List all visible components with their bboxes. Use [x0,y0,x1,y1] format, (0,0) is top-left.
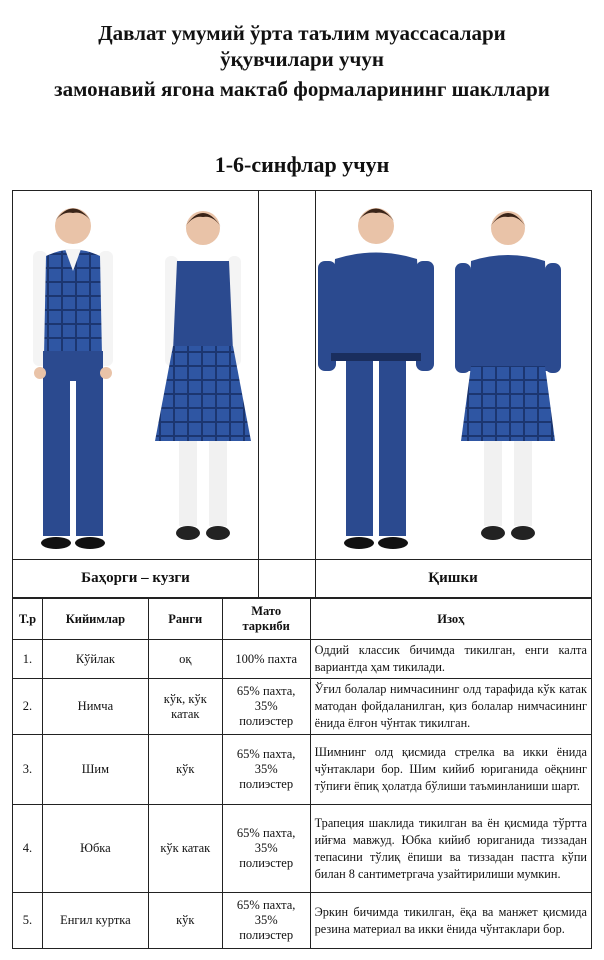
row-note: Шимнинг олд қисмида стрелка ва икки ёнида чўнтаклари бор. Шим кийиб юриганида оёқнинг тўпиғи ёпиқ ҳолатда бўлиши таъминланиши шарт. [310,735,591,805]
row-color: кўк, кўк катак [148,679,222,735]
row-fabric: 65% пахта, 35% полиэстер [222,679,310,735]
row-fabric: 100% пахта [222,640,310,679]
table-row [13,679,592,735]
row-note: Трапеция шаклида тикилган ва ён қисмида тўртта ийғма мавжуд. Юбка кийиб юриганида тиззадан тепасини тўлиқ ёпиши ва тиззадан пастга кўпи билан 8 сантиметргача узайтирилиши мумкин. [310,805,591,893]
row-color: оқ [148,640,222,679]
row-color: кўк [148,735,222,805]
row-item: Нимча [42,679,148,735]
table-header-row [13,599,592,640]
row-color: кўк катак [148,805,222,893]
table-row [13,735,592,805]
header-note: Изоҳ [310,599,591,640]
uniform-illustrations [13,191,591,559]
divider-right [315,191,316,597]
row-num: 2. [13,679,43,735]
row-color: кўк [148,893,222,949]
row-fabric: 65% пахта, 35% полиэстер [222,805,310,893]
girl-winter-figure [455,211,561,540]
uniform-spec-table [12,598,592,949]
row-note: Эркин бичимда тикилган, ёқа ва манжет қисмида резина материал ва икки ёнида чўнтаклари бор. [310,893,591,949]
row-fabric: 65% пахта, 35% полиэстер [222,893,310,949]
page-title-line-3: замонавий ягона мактаб формаларининг шакллари [54,77,550,101]
row-num: 3. [13,735,43,805]
page-title-line-2: ўқувчилари учун [220,47,384,71]
caption-spring-autumn: Баҳорги – кузги [81,570,190,586]
header-color: Ранги [148,599,222,640]
row-item: Юбка [42,805,148,893]
row-item: Шим [42,735,148,805]
row-num: 5. [13,893,43,949]
uniform-photos-panel [12,190,592,598]
row-note: Оддий классик бичимда тикилган, енги калта вариантда ҳам тикилади. [310,640,591,679]
row-note: Ўғил болалар нимчасининг олд тарафида кўк катак матодан фойдаланилган, қиз болалар нимчасининг ёнида ёлғон чўнтак тикилган. [310,679,591,735]
page-title-line-1: Давлат умумий ўрта таълим муассасалари [98,21,506,45]
table-row [13,805,592,893]
divider-left [258,191,259,597]
row-num: 1. [13,640,43,679]
header-item: Кийимлар [42,599,148,640]
row-item: Кўйлак [42,640,148,679]
boy-spring-figure [33,208,113,549]
row-num: 4. [13,805,43,893]
header-fabric: Мато таркиби [222,599,310,640]
row-fabric: 65% пахта, 35% полиэстер [222,735,310,805]
grade-subtitle: 1-6-синфлар учун [214,152,390,177]
caption-winter: Қишки [428,570,478,586]
boy-winter-figure [318,208,434,549]
header-num: Т.р [13,599,43,640]
row-item: Енгил куртка [42,893,148,949]
table-row [13,893,592,949]
table-row [13,640,592,679]
girl-spring-figure [155,211,251,540]
